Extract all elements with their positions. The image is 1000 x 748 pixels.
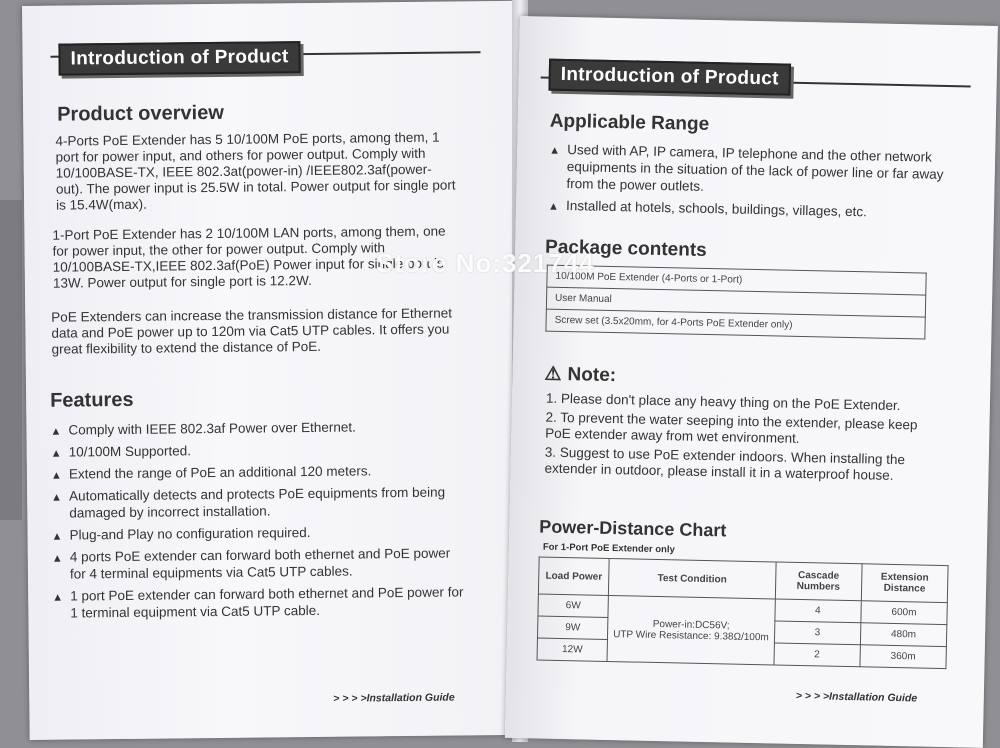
chart-heading: Power-Distance Chart: [539, 516, 727, 541]
note-item: 2. To prevent the water seeping into the extender, please keep PoE extender away from wet environment.: [545, 409, 918, 446]
background-strip: [0, 200, 22, 520]
chart-subheading: For 1-Port PoE Extender only: [542, 541, 675, 556]
triangle-bullet-icon: ▲: [51, 530, 63, 543]
test-condition-cell: [607, 595, 775, 664]
triangle-bullet-icon: ▲: [50, 425, 62, 438]
feature-item: ▲ Extend the range of PoE an additional 120 meters.: [51, 461, 463, 482]
load-power-cell: 12W: [537, 638, 608, 661]
package-item: User Manual: [546, 287, 925, 317]
applicable-item: ▲ Installed at hotels, schools, buildings, villages, etc.: [547, 198, 868, 220]
feature-item: ▲ Comply with IEEE 802.3af Power over Ethernet.: [50, 417, 462, 438]
package-contents-heading: Package contents: [544, 236, 707, 261]
column-header: Load Power: [538, 557, 609, 595]
package-item: 10/100M PoE Extender (4-Ports or 1-Port): [547, 265, 926, 295]
applicable-range-heading: Applicable Range: [549, 110, 710, 135]
column-header: Cascade Numbers: [775, 562, 862, 601]
triangle-bullet-icon: ▲: [547, 200, 560, 213]
store-watermark: Store No:321744: [376, 248, 595, 278]
overview-paragraph-3: PoE Extenders can increase the transmission distance for Ethernet data and PoE power up to 120m via Cat5 UTP cables. It offers you great flexibility to extend the distance of PoE.: [51, 305, 453, 357]
applicable-item: ▲ Used with AP, IP camera, IP telephone and the other network equipments in the situation of the lack of power line or far away from the power outlets.: [549, 142, 944, 194]
distance-cell: 360m: [860, 645, 947, 669]
triangle-bullet-icon: ▲: [51, 552, 63, 565]
load-power-cell: 6W: [538, 594, 609, 617]
left-footer-installation-guide: > > > >Installation Guide: [333, 691, 455, 705]
triangle-bullet-icon: ▲: [50, 469, 62, 482]
note-heading: ⚠ Note:: [544, 363, 617, 387]
load-power-cell: 9W: [537, 616, 608, 639]
note-item: 1. Please don't place any heavy thing on the PoE Extender.: [545, 390, 901, 414]
feature-item: ▲ 10/100M Supported.: [51, 439, 463, 460]
product-overview-heading: Product overview: [57, 101, 224, 126]
package-item: Screw set (3.5x20mm, for 4-Ports PoE Extender only): [546, 309, 925, 339]
feature-item: ▲ Automatically detects and protects PoE equipments from being damaged by incorrect installation.: [51, 484, 446, 521]
feature-item: ▲ Plug-and Play no configuration required.: [51, 522, 463, 543]
features-list: [50, 417, 464, 626]
triangle-bullet-icon: ▲: [51, 491, 63, 504]
warning-triangle-icon: ⚠: [544, 363, 562, 385]
package-contents-table: [545, 265, 926, 340]
power-distance-table: [537, 557, 949, 670]
applicable-range-list: [548, 141, 950, 227]
note-item: 3. Suggest to use PoE extender indoors. When installing the extender in outdoor, please install it in a waterproof house.: [544, 444, 906, 483]
cascade-cell: 3: [774, 621, 861, 645]
test-condition-line: UTP Wire Resistance: 9.38Ω/100m: [613, 628, 769, 643]
distance-cell: 600m: [861, 601, 948, 625]
column-header: Extension Distance: [861, 564, 948, 603]
right-page: [505, 16, 998, 748]
right-footer-installation-guide: > > > >Installation Guide: [795, 689, 918, 705]
test-condition-line: Power-in:DC56V;: [652, 618, 730, 632]
feature-item: ▲ 4 ports PoE extender can forward both ethernet and PoE power for 4 terminal equipments via Cat5 UTP cables.: [51, 545, 451, 582]
overview-paragraph-2: 1-Port PoE Extender has 2 10/100M LAN ports, among them, one for power input, the other for power output. Comply with 10/100BASE-TX,IEEE 802.3af(PoE) Power input for single port is 13W. Power output for single port is 12.2W.: [52, 223, 446, 291]
right-page-header: Introduction of Product: [548, 59, 791, 96]
triangle-bullet-icon: ▲: [50, 447, 62, 460]
overview-paragraph-1: 4-Ports PoE Extender has 5 10/100M PoE ports, among them, 1 port for power input, and others for power output. Comply with 10/100BASE-TX, IEEE 802.3at(power-in) /IEEE802.3af(power-out). The power input is 25.5W in total. Power output for single port is 15.4W(max).: [55, 129, 456, 213]
triangle-bullet-icon: ▲: [549, 144, 561, 157]
feature-item: ▲ 1 port PoE extender can forward both ethernet and PoE power for 1 terminal equipment via Cat5 UTP cable.: [52, 584, 464, 621]
left-page: [22, 1, 526, 740]
notes-list: [544, 391, 936, 488]
column-header: Test Condition: [609, 558, 776, 598]
cascade-cell: 2: [774, 643, 861, 667]
distance-cell: 480m: [860, 623, 947, 647]
left-page-header: Introduction of Product: [58, 41, 300, 76]
cascade-cell: 4: [775, 599, 862, 623]
features-heading: Features: [50, 388, 134, 412]
triangle-bullet-icon: ▲: [52, 591, 64, 604]
